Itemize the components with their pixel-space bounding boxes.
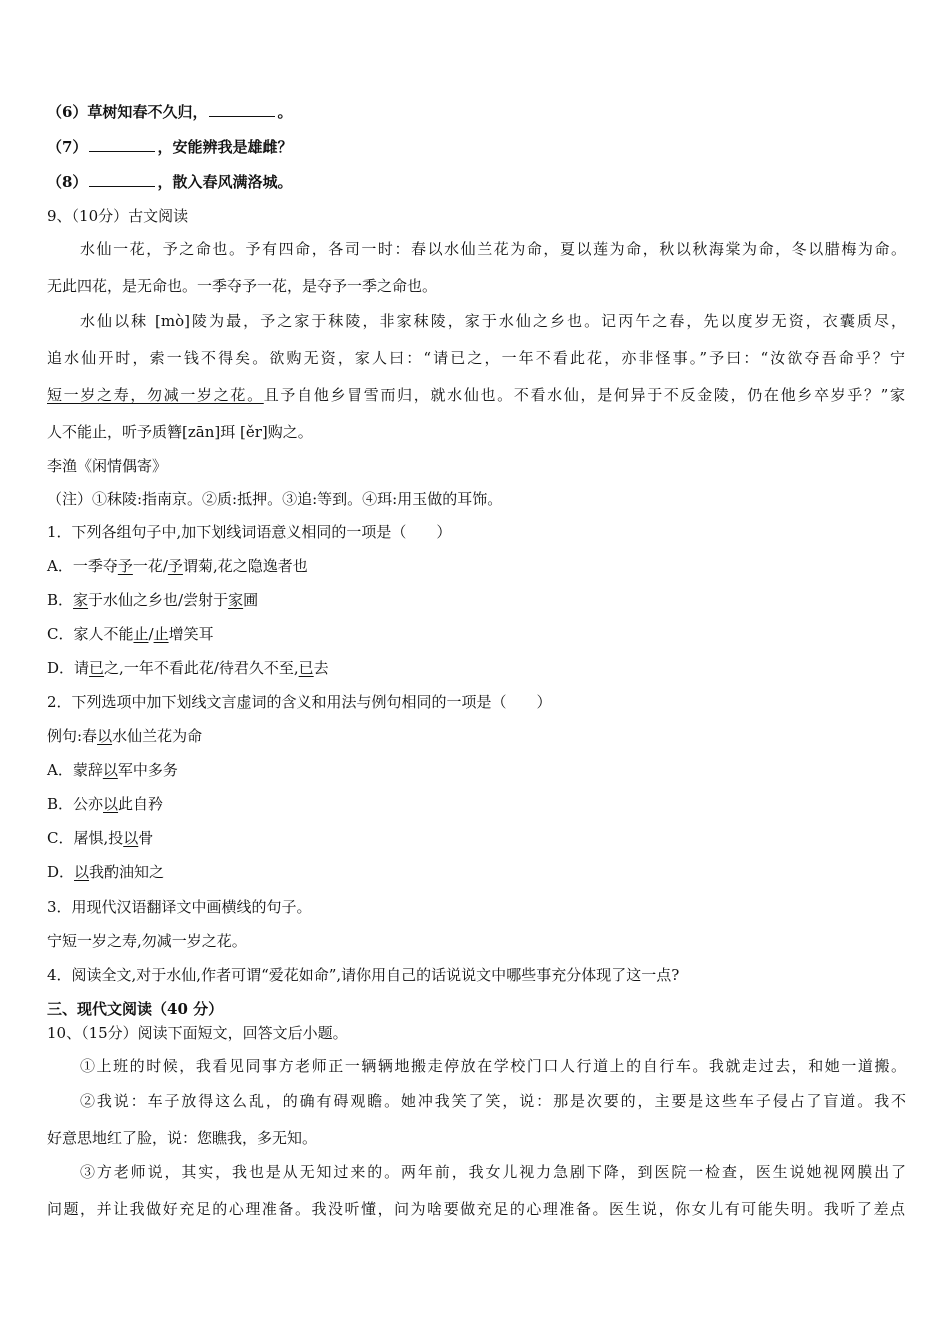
answer-blank-q7[interactable] [89,137,155,152]
poem-q7-text: ，安能辨我是雄雌？ [157,138,293,156]
q9-passage-p2-line3 [47,384,905,406]
answer-blank-q8[interactable] [89,172,155,187]
answer-blank-q6[interactable] [209,102,275,117]
q9-sq2-option-b[interactable]: B．公亦以此自矜 [47,795,164,813]
q10-passage-p3-line2: 问题，并让我做好充足的心理准备。我没听懂，问为啥要做充足的心理准备。医生说，你女儿有可能失明。我听了差点 [47,1200,905,1218]
q9-sq2-example: 例句:春以水仙兰花为命 [47,727,203,745]
q9-passage-p2-line2: 追水仙开时，索一钱不得矣。欲购无资，家人曰：“请已之，一年不看此花，亦非怪事。”予曰：“汝欲夺吾命乎？宁 [47,349,905,367]
q9-passage-p1-line1: 水仙一花，予之命也。予有四命，各司一时：春以水仙兰花为命，夏以莲为命，秋以秋海棠为命，冬以腊梅为命。 [80,240,906,258]
q9-sq4-stem: 4．阅读全文,对于水仙,作者可谓“爱花如命”,请你用自己的话说说文中哪些事充分体现了这一点? [47,966,680,984]
q9-sq1-stem: 1．下列各组句子中,加下划线词语意义相同的一项是（ ） [47,523,452,541]
q9-sq1-option-a[interactable]: A．一季夺予一花/予谓菊,花之隐逸者也 [47,557,308,575]
q9-title: 9、（10分）古文阅读 [47,207,189,225]
poem-q6 [47,101,292,123]
q9-sq2-option-a[interactable]: A．蒙辞以军中多务 [47,761,178,779]
poem-q6-end: 。 [277,103,293,121]
poem-q8 [47,171,292,193]
q9-sq2-stem: 2．下列选项中加下划线文言虚词的含义和用法与例句相同的一项是（ ） [47,693,552,711]
underlined-sentence: 短一岁之寿，勿减一岁之花。 [47,386,264,404]
q9-sq1-option-c[interactable]: C．家人不能止/止增笑耳 [47,625,214,643]
q9-sq3-sentence: 宁短一岁之寿,勿减一岁之花。 [47,932,247,950]
q9-passage-p2-line4: 人不能止，听予质簪[zān]珥 [ěr]购之。 [47,423,313,441]
q10-title: 10、（15分）阅读下面短文，回答文后小题。 [47,1024,348,1042]
q9-sq1-option-b[interactable]: B．家于水仙之乡也/尝射于家圃 [47,591,259,609]
poem-q7-num: （7） [47,138,88,156]
poem-q7 [47,136,292,158]
q9-source: 李渔《闲情偶寄》 [47,457,168,475]
q9-note: （注）①秣陵:指南京。②质:抵押。③追:等到。④珥:用玉做的耳饰。 [47,490,503,508]
poem-q6-text: （6）草树知春不久归， [47,103,208,121]
poem-q8-num: （8） [47,173,88,191]
q9-sq3-stem: 3．用现代汉语翻译文中画横线的句子。 [47,898,312,916]
q9-passage-p2-line3-rest: 且予自他乡冒雪而归，就水仙也。不看水仙，是何异于不反金陵，仍在他乡卒岁乎？”家 [263,386,905,404]
q9-passage-p2-line1: 水仙以秣 [mò]陵为最，予之家于秣陵，非家秣陵，家于水仙之乡也。记丙午之春，先以度岁无资，衣囊质尽， [80,312,906,330]
q10-passage-p2-line2: 好意思地红了脸，说：您瞧我，多无知。 [47,1129,318,1147]
q10-passage-p3-line1: ③方老师说，其实，我也是从无知过来的。两年前，我女儿视力急剧下降，到医院一检查，医生说她视网膜出了 [80,1163,906,1181]
q9-sq1-option-d[interactable]: D．请已之,一年不看此花/待君久不至,已去 [47,659,329,677]
q9-sq2-option-c[interactable]: C．屠惧,投以骨 [47,829,154,847]
section3-title: 三、现代文阅读（40 分） [47,1000,224,1018]
poem-q8-text: ，散入春风满洛城。 [157,173,293,191]
q9-passage-p1-line2: 无此四花，是无命也。一季夺予一花，是夺予一季之命也。 [47,277,438,295]
q10-passage-p2-line1: ②我说：车子放得这么乱，的确有碍观瞻。她冲我笑了笑，说：那是次要的，主要是这些车子侵占了盲道。我不 [80,1092,906,1110]
q9-sq2-option-d[interactable]: D．以我酌油知之 [47,863,165,881]
q10-passage-p1: ①上班的时候，我看见同事方老师正一辆辆地搬走停放在学校门口人行道上的自行车。我就走过去，和她一道搬。 [80,1057,906,1075]
